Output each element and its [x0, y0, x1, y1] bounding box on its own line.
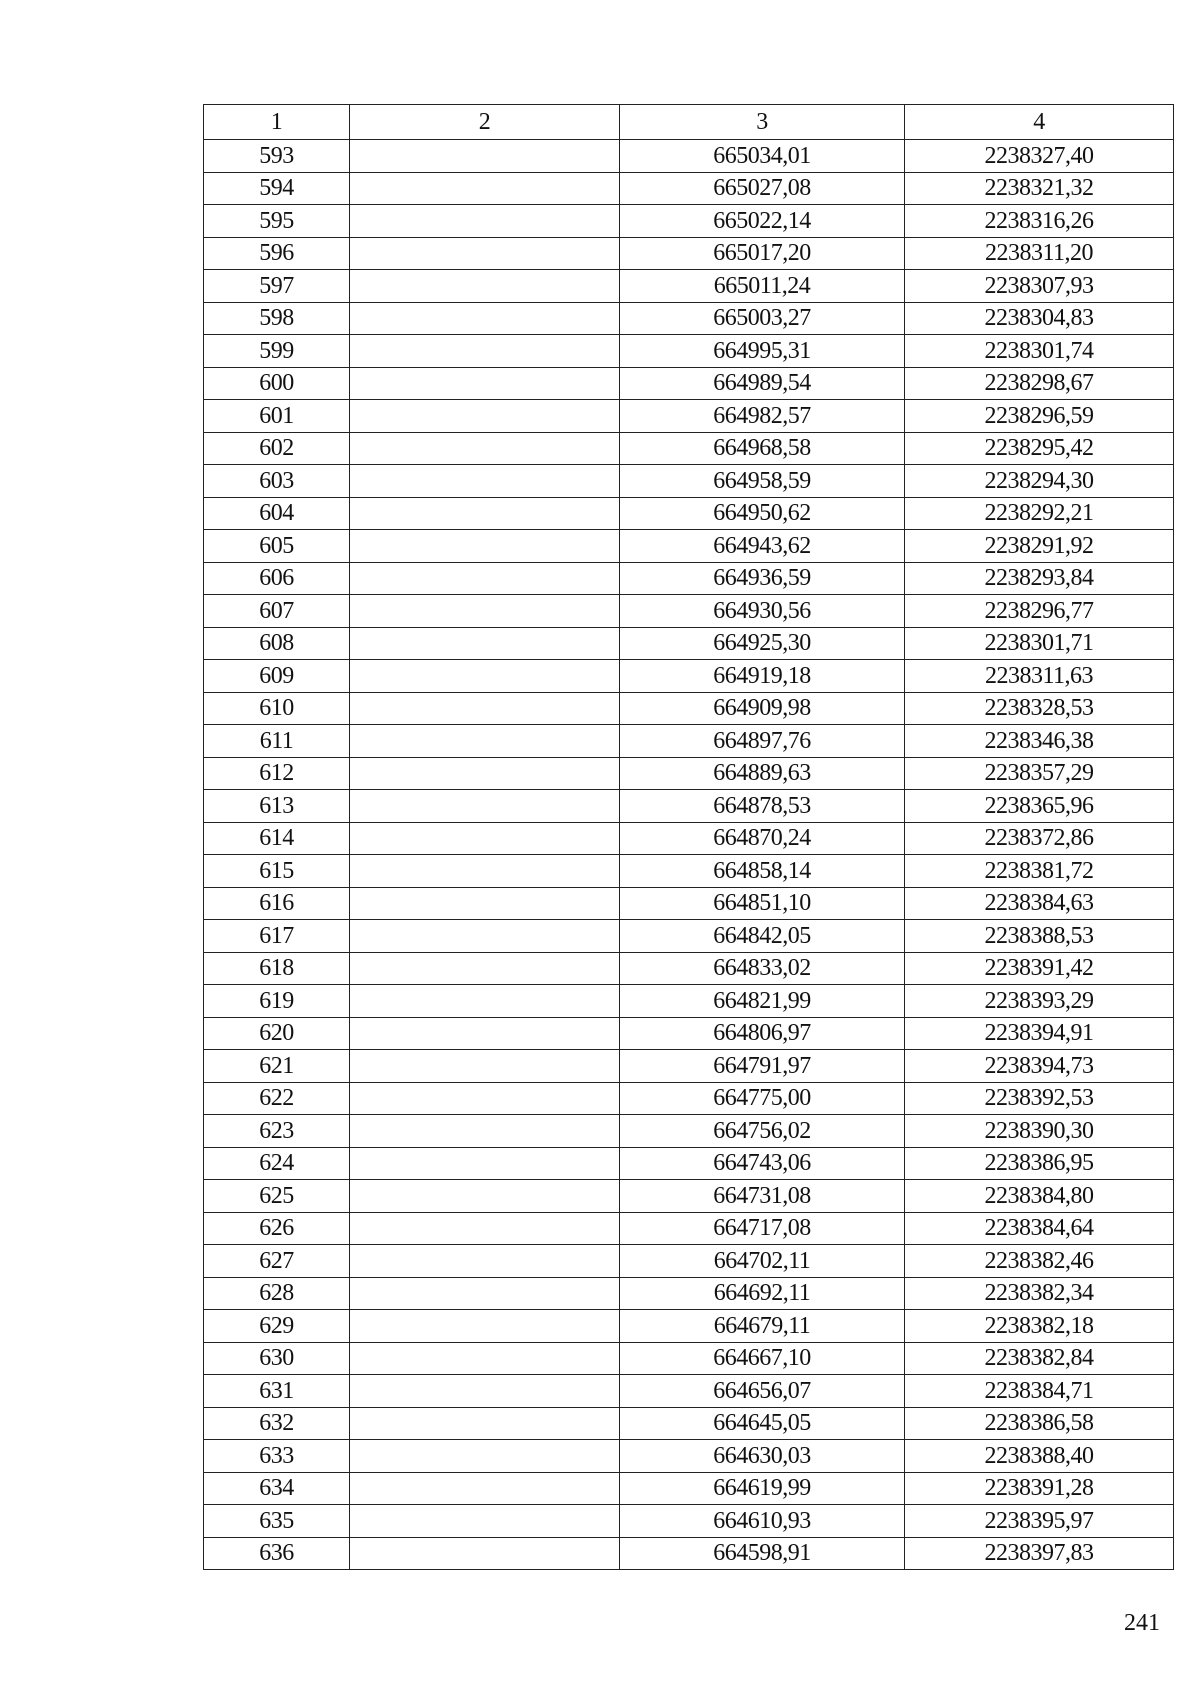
- y-coordinate-cell: 2238292,21: [905, 497, 1174, 530]
- point-number-cell: 609: [204, 660, 350, 693]
- table-row: [204, 205, 1174, 238]
- description-cell: [350, 1472, 620, 1505]
- y-coordinate-cell: 2238321,32: [905, 172, 1174, 205]
- x-coordinate-cell: 664656,07: [620, 1375, 905, 1408]
- y-coordinate-cell: 2238327,40: [905, 140, 1174, 173]
- description-cell: [350, 627, 620, 660]
- table-row: [204, 692, 1174, 725]
- x-coordinate-cell: 664842,05: [620, 920, 905, 953]
- x-coordinate-cell: 664897,76: [620, 725, 905, 758]
- x-coordinate-cell: 665017,20: [620, 237, 905, 270]
- y-coordinate-cell: 2238384,71: [905, 1375, 1174, 1408]
- y-coordinate-cell: 2238301,71: [905, 627, 1174, 660]
- point-number-cell: 632: [204, 1407, 350, 1440]
- description-cell: [350, 140, 620, 173]
- point-number-cell: 605: [204, 530, 350, 563]
- table-row: [204, 660, 1174, 693]
- description-cell: [350, 1147, 620, 1180]
- table-row: [204, 1407, 1174, 1440]
- description-cell: [350, 855, 620, 888]
- y-coordinate-cell: 2238382,46: [905, 1245, 1174, 1278]
- point-number-cell: 617: [204, 920, 350, 953]
- table-row: [204, 237, 1174, 270]
- table-row: [204, 1310, 1174, 1343]
- x-coordinate-cell: 665022,14: [620, 205, 905, 238]
- description-cell: [350, 270, 620, 303]
- x-coordinate-cell: 664667,10: [620, 1342, 905, 1375]
- x-coordinate-cell: 664851,10: [620, 887, 905, 920]
- table-row: [204, 822, 1174, 855]
- coordinates-table: [203, 104, 1174, 1570]
- point-number-cell: 604: [204, 497, 350, 530]
- point-number-cell: 619: [204, 985, 350, 1018]
- y-coordinate-cell: 2238390,30: [905, 1115, 1174, 1148]
- x-coordinate-cell: 664743,06: [620, 1147, 905, 1180]
- x-coordinate-cell: 664982,57: [620, 400, 905, 433]
- x-coordinate-cell: 664943,62: [620, 530, 905, 563]
- y-coordinate-cell: 2238346,38: [905, 725, 1174, 758]
- x-coordinate-cell: 664925,30: [620, 627, 905, 660]
- point-number-cell: 629: [204, 1310, 350, 1343]
- point-number-cell: 622: [204, 1082, 350, 1115]
- table-row: [204, 172, 1174, 205]
- x-coordinate-cell: 664679,11: [620, 1310, 905, 1343]
- x-coordinate-cell: 664806,97: [620, 1017, 905, 1050]
- y-coordinate-cell: 2238304,83: [905, 302, 1174, 335]
- table-row: [204, 952, 1174, 985]
- description-cell: [350, 692, 620, 725]
- y-coordinate-cell: 2238372,86: [905, 822, 1174, 855]
- point-number-cell: 625: [204, 1180, 350, 1213]
- y-coordinate-cell: 2238293,84: [905, 562, 1174, 595]
- description-cell: [350, 985, 620, 1018]
- table-row: [204, 1115, 1174, 1148]
- column-header-3: 3: [620, 105, 905, 140]
- table-row: [204, 1245, 1174, 1278]
- x-coordinate-cell: 664930,56: [620, 595, 905, 628]
- table-row: [204, 1147, 1174, 1180]
- table-header-row: [204, 105, 1174, 140]
- y-coordinate-cell: 2238365,96: [905, 790, 1174, 823]
- description-cell: [350, 400, 620, 433]
- x-coordinate-cell: 664756,02: [620, 1115, 905, 1148]
- table-row: [204, 1082, 1174, 1115]
- description-cell: [350, 790, 620, 823]
- y-coordinate-cell: 2238384,80: [905, 1180, 1174, 1213]
- x-coordinate-cell: 664619,99: [620, 1472, 905, 1505]
- point-number-cell: 630: [204, 1342, 350, 1375]
- y-coordinate-cell: 2238381,72: [905, 855, 1174, 888]
- description-cell: [350, 1082, 620, 1115]
- description-cell: [350, 660, 620, 693]
- table-row: [204, 1212, 1174, 1245]
- x-coordinate-cell: 664889,63: [620, 757, 905, 790]
- x-coordinate-cell: 665011,24: [620, 270, 905, 303]
- description-cell: [350, 465, 620, 498]
- x-coordinate-cell: 664775,00: [620, 1082, 905, 1115]
- table-row: [204, 1050, 1174, 1083]
- table-row: [204, 1342, 1174, 1375]
- description-cell: [350, 1017, 620, 1050]
- table-row: [204, 920, 1174, 953]
- y-coordinate-cell: 2238298,67: [905, 367, 1174, 400]
- x-coordinate-cell: 664909,98: [620, 692, 905, 725]
- x-coordinate-cell: 664731,08: [620, 1180, 905, 1213]
- point-number-cell: 616: [204, 887, 350, 920]
- point-number-cell: 596: [204, 237, 350, 270]
- table-row: [204, 302, 1174, 335]
- y-coordinate-cell: 2238392,53: [905, 1082, 1174, 1115]
- description-cell: [350, 952, 620, 985]
- table-row: [204, 270, 1174, 303]
- x-coordinate-cell: 664989,54: [620, 367, 905, 400]
- point-number-cell: 598: [204, 302, 350, 335]
- page-number: 241: [1124, 1610, 1160, 1636]
- x-coordinate-cell: 665034,01: [620, 140, 905, 173]
- point-number-cell: 603: [204, 465, 350, 498]
- table-row: [204, 1537, 1174, 1570]
- y-coordinate-cell: 2238296,77: [905, 595, 1174, 628]
- table-row: [204, 432, 1174, 465]
- table-row: [204, 725, 1174, 758]
- point-number-cell: 611: [204, 725, 350, 758]
- point-number-cell: 597: [204, 270, 350, 303]
- point-number-cell: 618: [204, 952, 350, 985]
- y-coordinate-cell: 2238386,95: [905, 1147, 1174, 1180]
- y-coordinate-cell: 2238294,30: [905, 465, 1174, 498]
- y-coordinate-cell: 2238295,42: [905, 432, 1174, 465]
- description-cell: [350, 237, 620, 270]
- x-coordinate-cell: 664919,18: [620, 660, 905, 693]
- y-coordinate-cell: 2238301,74: [905, 335, 1174, 368]
- point-number-cell: 633: [204, 1440, 350, 1473]
- description-cell: [350, 530, 620, 563]
- description-cell: [350, 497, 620, 530]
- point-number-cell: 593: [204, 140, 350, 173]
- x-coordinate-cell: 664968,58: [620, 432, 905, 465]
- point-number-cell: 595: [204, 205, 350, 238]
- x-coordinate-cell: 664870,24: [620, 822, 905, 855]
- table-row: [204, 595, 1174, 628]
- point-number-cell: 614: [204, 822, 350, 855]
- point-number-cell: 607: [204, 595, 350, 628]
- point-number-cell: 613: [204, 790, 350, 823]
- point-number-cell: 608: [204, 627, 350, 660]
- table-row: [204, 855, 1174, 888]
- description-cell: [350, 1375, 620, 1408]
- point-number-cell: 634: [204, 1472, 350, 1505]
- y-coordinate-cell: 2238391,28: [905, 1472, 1174, 1505]
- description-cell: [350, 172, 620, 205]
- table-row: [204, 985, 1174, 1018]
- x-coordinate-cell: 664878,53: [620, 790, 905, 823]
- x-coordinate-cell: 664936,59: [620, 562, 905, 595]
- description-cell: [350, 1180, 620, 1213]
- x-coordinate-cell: 664717,08: [620, 1212, 905, 1245]
- table-row: [204, 1017, 1174, 1050]
- table-row: [204, 140, 1174, 173]
- description-cell: [350, 1537, 620, 1570]
- description-cell: [350, 757, 620, 790]
- y-coordinate-cell: 2238397,83: [905, 1537, 1174, 1570]
- table-body: [204, 140, 1174, 1570]
- column-header-1: 1: [204, 105, 350, 140]
- x-coordinate-cell: 664692,11: [620, 1277, 905, 1310]
- column-header-2: 2: [350, 105, 620, 140]
- description-cell: [350, 1050, 620, 1083]
- point-number-cell: 594: [204, 172, 350, 205]
- table-row: [204, 1180, 1174, 1213]
- point-number-cell: 621: [204, 1050, 350, 1083]
- y-coordinate-cell: 2238307,93: [905, 270, 1174, 303]
- table-row: [204, 1505, 1174, 1538]
- x-coordinate-cell: 664791,97: [620, 1050, 905, 1083]
- description-cell: [350, 1212, 620, 1245]
- point-number-cell: 620: [204, 1017, 350, 1050]
- x-coordinate-cell: 664630,03: [620, 1440, 905, 1473]
- point-number-cell: 600: [204, 367, 350, 400]
- point-number-cell: 631: [204, 1375, 350, 1408]
- table-row: [204, 887, 1174, 920]
- table-row: [204, 1472, 1174, 1505]
- y-coordinate-cell: 2238393,29: [905, 985, 1174, 1018]
- point-number-cell: 636: [204, 1537, 350, 1570]
- point-number-cell: 623: [204, 1115, 350, 1148]
- description-cell: [350, 1115, 620, 1148]
- x-coordinate-cell: 664598,91: [620, 1537, 905, 1570]
- table-row: [204, 1277, 1174, 1310]
- y-coordinate-cell: 2238311,20: [905, 237, 1174, 270]
- point-number-cell: 612: [204, 757, 350, 790]
- description-cell: [350, 725, 620, 758]
- description-cell: [350, 1245, 620, 1278]
- description-cell: [350, 562, 620, 595]
- y-coordinate-cell: 2238316,26: [905, 205, 1174, 238]
- point-number-cell: 602: [204, 432, 350, 465]
- point-number-cell: 606: [204, 562, 350, 595]
- point-number-cell: 599: [204, 335, 350, 368]
- description-cell: [350, 367, 620, 400]
- point-number-cell: 635: [204, 1505, 350, 1538]
- x-coordinate-cell: 664950,62: [620, 497, 905, 530]
- point-number-cell: 610: [204, 692, 350, 725]
- table-row: [204, 335, 1174, 368]
- y-coordinate-cell: 2238395,97: [905, 1505, 1174, 1538]
- y-coordinate-cell: 2238328,53: [905, 692, 1174, 725]
- description-cell: [350, 1342, 620, 1375]
- table-row: [204, 562, 1174, 595]
- y-coordinate-cell: 2238394,73: [905, 1050, 1174, 1083]
- y-coordinate-cell: 2238311,63: [905, 660, 1174, 693]
- table-row: [204, 530, 1174, 563]
- description-cell: [350, 920, 620, 953]
- y-coordinate-cell: 2238391,42: [905, 952, 1174, 985]
- y-coordinate-cell: 2238384,63: [905, 887, 1174, 920]
- point-number-cell: 626: [204, 1212, 350, 1245]
- description-cell: [350, 1440, 620, 1473]
- y-coordinate-cell: 2238394,91: [905, 1017, 1174, 1050]
- description-cell: [350, 205, 620, 238]
- description-cell: [350, 887, 620, 920]
- y-coordinate-cell: 2238382,18: [905, 1310, 1174, 1343]
- x-coordinate-cell: 664995,31: [620, 335, 905, 368]
- description-cell: [350, 335, 620, 368]
- x-coordinate-cell: 664858,14: [620, 855, 905, 888]
- x-coordinate-cell: 664702,11: [620, 1245, 905, 1278]
- x-coordinate-cell: 664645,05: [620, 1407, 905, 1440]
- table-row: [204, 757, 1174, 790]
- table-row: [204, 400, 1174, 433]
- y-coordinate-cell: 2238291,92: [905, 530, 1174, 563]
- y-coordinate-cell: 2238382,34: [905, 1277, 1174, 1310]
- table-row: [204, 1375, 1174, 1408]
- y-coordinate-cell: 2238388,53: [905, 920, 1174, 953]
- description-cell: [350, 1407, 620, 1440]
- description-cell: [350, 1277, 620, 1310]
- x-coordinate-cell: 664610,93: [620, 1505, 905, 1538]
- point-number-cell: 627: [204, 1245, 350, 1278]
- table-row: [204, 790, 1174, 823]
- x-coordinate-cell: 664821,99: [620, 985, 905, 1018]
- y-coordinate-cell: 2238296,59: [905, 400, 1174, 433]
- x-coordinate-cell: 665003,27: [620, 302, 905, 335]
- point-number-cell: 615: [204, 855, 350, 888]
- description-cell: [350, 432, 620, 465]
- x-coordinate-cell: 664958,59: [620, 465, 905, 498]
- table-row: [204, 627, 1174, 660]
- y-coordinate-cell: 2238382,84: [905, 1342, 1174, 1375]
- x-coordinate-cell: 665027,08: [620, 172, 905, 205]
- description-cell: [350, 595, 620, 628]
- x-coordinate-cell: 664833,02: [620, 952, 905, 985]
- point-number-cell: 624: [204, 1147, 350, 1180]
- y-coordinate-cell: 2238388,40: [905, 1440, 1174, 1473]
- y-coordinate-cell: 2238357,29: [905, 757, 1174, 790]
- point-number-cell: 601: [204, 400, 350, 433]
- column-header-4: 4: [905, 105, 1174, 140]
- table-row: [204, 1440, 1174, 1473]
- description-cell: [350, 1310, 620, 1343]
- y-coordinate-cell: 2238384,64: [905, 1212, 1174, 1245]
- description-cell: [350, 302, 620, 335]
- point-number-cell: 628: [204, 1277, 350, 1310]
- description-cell: [350, 822, 620, 855]
- table-row: [204, 465, 1174, 498]
- description-cell: [350, 1505, 620, 1538]
- table-row: [204, 497, 1174, 530]
- table-row: [204, 367, 1174, 400]
- y-coordinate-cell: 2238386,58: [905, 1407, 1174, 1440]
